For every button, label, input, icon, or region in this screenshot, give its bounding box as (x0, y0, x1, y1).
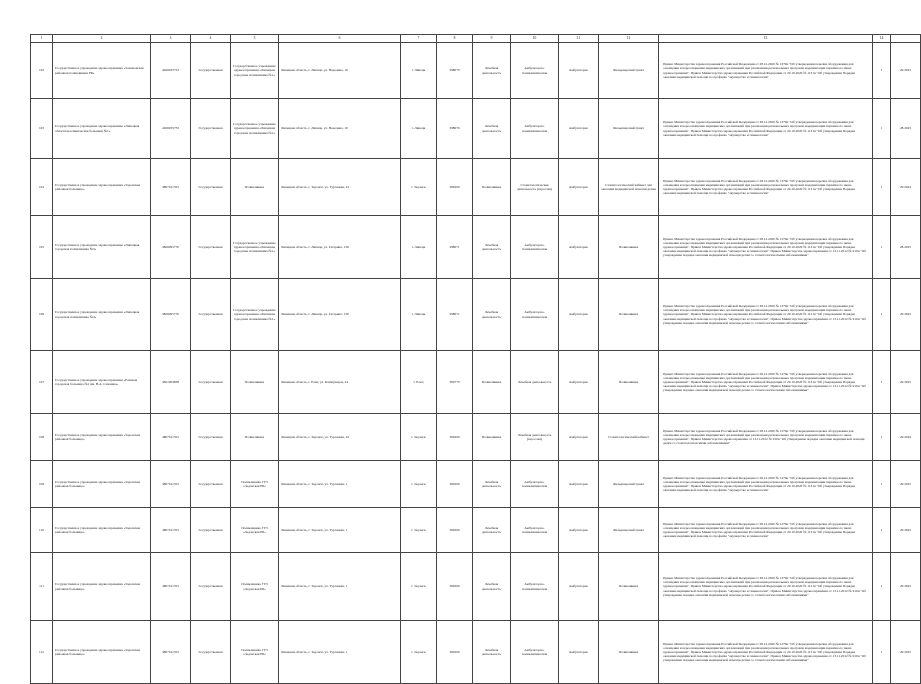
equipment-table (30, 34, 921, 684)
ownership-type-cell: Государственная (191, 216, 231, 279)
equipment-cell: Стоматологический кабинет для оказания медицинской помощи детям (599, 159, 659, 216)
inn-cell: 4807011555 (151, 553, 191, 621)
regulation-text-cell: Приказ Министерства здравоохранения Российской Федерации от 28.12.2020 № 1379н "Об утверждении перечня оборудования для оснащения и переоснащения медицинских организаций при реализации региональных программ модернизации первичного звена здравоохранения". Приказ Министерства здравоохранения Российской Федерации от 20.10.2020 № 1131н "Об утверждении Порядка оказания медицинской помощи по профилю "акушерство и гинекология". Приказ Министерства здравоохранения от 13.11.2012 № 910н "Об утверждении порядка оказания медицинской помощи детям со стоматологическими заболеваниями" (659, 351, 873, 414)
inn-cell: 4807011555 (151, 508, 191, 553)
organization-name-cell: Государственное учреждение здравоохранения «Задонская районная больница» (53, 553, 151, 621)
profile-cell: Поликлиника (473, 414, 511, 461)
subdivision-cell: Поликлиника ГУЗ «Задонская РБ» (231, 508, 279, 553)
equipment-cell: Фельдшерский пункт (599, 99, 659, 159)
table-row (31, 553, 921, 621)
equipment-cell: Поликлиника (599, 279, 659, 351)
ownership-type-cell: Государственная (191, 99, 231, 159)
profile-cell: Лечебная деятельность (473, 216, 511, 279)
quantity-cell: 1 (873, 99, 891, 159)
organization-name-cell: Государственное учреждение здравоохранения «Задонская районная больница» (53, 461, 151, 508)
row-number-cell: 110 (31, 508, 53, 553)
inn-cell: 4826095770 (151, 216, 191, 279)
date-cell: 29.2024 (891, 414, 921, 461)
quantity-cell: 1 (873, 216, 891, 279)
table-row (31, 159, 921, 216)
inn-cell: 4807011555 (151, 414, 191, 461)
equipment-cell: Поликлиника (599, 216, 659, 279)
profile-cell: Лечебная деятельность (473, 99, 511, 159)
address-cell: Липецкая область, г. Липецк, ул. Неделина, 10 (279, 99, 401, 159)
organization-name-cell: Государственное учреждение здравоохранения «Зонамовская районная поликлиника РБ» (53, 43, 151, 99)
table-row (31, 461, 921, 508)
care-mode-cell: Амбулаторно (559, 414, 599, 461)
care-mode-cell: Амбулаторно (559, 99, 599, 159)
quantity-cell: 1 (873, 351, 891, 414)
subdivision-cell: Государственное учреждение здравоохранения «Липецкая городская поликлиника №1» (231, 43, 279, 99)
care-mode-cell: Амбулаторно (559, 216, 599, 279)
table-row (31, 351, 921, 414)
postal-code-cell: 399200 (437, 414, 473, 461)
row-number-cell: 106 (31, 279, 53, 351)
organization-name-cell: Государственное учреждение здравоохранения «Задонская районная больница» (53, 414, 151, 461)
profile-cell: Лечебная деятельность (473, 508, 511, 553)
date-cell: 29.2025 (891, 279, 921, 351)
care-mode-cell: Амбулаторно (559, 43, 599, 99)
quantity-cell: 1 (873, 553, 891, 621)
organization-name-cell: Государственное учреждение здравоохранения «Задонская районная больница» (53, 508, 151, 553)
profile-cell: Лечебная деятельность (473, 43, 511, 99)
subdivision-cell: Поликлиника ГУЗ «Задонская РБ» (231, 621, 279, 684)
quantity-cell: 1 (873, 414, 891, 461)
ownership-type-cell: Государственная (191, 461, 231, 508)
profile-cell: Лечебная деятельность (473, 553, 511, 621)
equipment-cell: Фельдшерский пункт (599, 508, 659, 553)
column-number: 4 (191, 35, 231, 43)
date-cell: 29.2024 (891, 159, 921, 216)
row-number-cell: 108 (31, 414, 53, 461)
address-cell: Липецкая область, г. Задонск, ул. Тургенева, 22 (279, 414, 401, 461)
postal-code-cell: 399200 (437, 159, 473, 216)
care-mode-cell: Амбулаторно (559, 279, 599, 351)
subdivision-cell: Поликлиника (231, 351, 279, 414)
ownership-type-cell: Государственная (191, 159, 231, 216)
regulation-text-cell: Приказ Министерства здравоохранения Российской Федерации от 28.12.2020 № 1379н "Об утверждении перечня оборудования для оснащения и переоснащения медицинских организаций при реализации региональных программ модернизации первичного звена здравоохранения". Приказ Министерства здравоохранения Российской Федерации от 20.10.2020 № 1131н "Об утверждении Порядка оказания медицинской помощи по профилю "акушерство и гинекология" (659, 43, 873, 99)
equipment-cell: Поликлиника (599, 553, 659, 621)
ownership-type-cell: Государственная (191, 279, 231, 351)
ownership-type-cell: Государственная (191, 553, 231, 621)
service-type-cell: Лечебная деятельность (511, 351, 559, 414)
locality-cell: г. Задонск (401, 508, 437, 553)
subdivision-cell: Государственное учреждение здравоохранения «Липецкая городская поликлиника №1» (231, 279, 279, 351)
subdivision-cell: Государственное учреждение здравоохранения «Липецкая городская поликлиника №1» (231, 99, 279, 159)
equipment-cell: Фельдшерский пункт (599, 43, 659, 99)
quantity-cell: 1 (873, 159, 891, 216)
date-cell: 29.2023 (891, 43, 921, 99)
service-type-cell: Лечебная деятельность (взрослая) (511, 414, 559, 461)
care-mode-cell: Амбулаторно (559, 461, 599, 508)
regulation-text-cell: Приказ Министерства здравоохранения Российской Федерации от 28.12.2020 № 1379н "Об утверждении перечня оборудования для оснащения и переоснащения медицинских организаций при реализации региональных программ модернизации первичного звена здравоохранения". Приказ Министерства здравоохранения Российской Федерации от 20.10.2020 № 1131н "Об утверждении Порядка оказания медицинской помощи по профилю "акушерство и гинекология". Приказ Министерства здравоохранения от 13.11.2012 № 910н "Об утверждении порядка оказания медицинской помощи детям со стоматологическими заболеваниями" (659, 553, 873, 621)
address-cell: Липецкая область, г. Липецк, ул. Гагарина, 139 (279, 279, 401, 351)
organization-name-cell: Государственное учреждение здравоохранения «Задонская районная больница» (53, 621, 151, 684)
date-cell: 29.2025 (891, 461, 921, 508)
service-type-cell: Амбулаторно-поликлиническая (511, 508, 559, 553)
date-cell: 29.2025 (891, 508, 921, 553)
date-cell: 28.2025 (891, 216, 921, 279)
table-row (31, 414, 921, 461)
address-cell: Липецкая область, г. Задонск, ул. Тургенева, 1 (279, 621, 401, 684)
locality-cell: г. Липецк (401, 99, 437, 159)
row-number-cell: 103 (31, 99, 53, 159)
column-number (891, 35, 921, 43)
service-type-cell: Амбулаторно-поликлиническая (511, 621, 559, 684)
subdivision-cell: Поликлиника (231, 159, 279, 216)
service-type-cell: Амбулаторно-поликлиническая (511, 461, 559, 508)
postal-code-cell: 399200 (437, 553, 473, 621)
organization-name-cell: Государственное учреждение здравоохранения «Липецкая городская поликлиника №3» (53, 216, 151, 279)
column-number: 1 (31, 35, 53, 43)
locality-cell: г. Задонск (401, 414, 437, 461)
row-number-cell: 105 (31, 216, 53, 279)
column-number-row (31, 35, 921, 43)
regulation-text-cell: Приказ Министерства здравоохранения Российской Федерации от 28.12.2020 № 1379н "Об утверждении перечня оборудования для оснащения и переоснащения медицинских организаций при реализации региональных программ модернизации первичного звена здравоохранения". Приказ Министерства здравоохранения Российской Федерации от 20.10.2020 № 1131н "Об утверждении Порядка оказания медицинской помощи по профилю "акушерство и гинекология". Приказ Министерства здравоохранения от 13.11.2012 № 910н "Об утверждении порядка оказания медицинской помощи детям со стоматологическими заболеваниями" (659, 216, 873, 279)
postal-code-cell: 399770 (437, 351, 473, 414)
ownership-type-cell: Государственная (191, 414, 231, 461)
table-row (31, 621, 921, 684)
service-type-cell: Амбулаторно-поликлиническая (511, 43, 559, 99)
table-body (31, 43, 921, 684)
column-number: 9 (473, 35, 511, 43)
column-number: 12 (599, 35, 659, 43)
equipment-cell: Фельдшерский пункт (599, 461, 659, 508)
date-cell: 29.2025 (891, 621, 921, 684)
quantity-cell: 1 (873, 279, 891, 351)
column-number: 13 (659, 35, 873, 43)
care-mode-cell: Амбулаторно (559, 159, 599, 216)
service-type-cell: Амбулаторно-поликлиническая (511, 216, 559, 279)
locality-cell: г. Липецк (401, 216, 437, 279)
inn-cell: 4026035753 (151, 99, 191, 159)
service-type-cell: Амбулаторно-поликлиническая (511, 99, 559, 159)
organization-name-cell: Государственное учреждение здравоохранения «Липецкая городская поликлиника №4» (53, 279, 151, 351)
subdivision-cell: Поликлиника (231, 414, 279, 461)
profile-cell: Лечебная деятельность (473, 621, 511, 684)
equipment-cell: Поликлиника (599, 621, 659, 684)
inn-cell: 4826095770 (151, 279, 191, 351)
care-mode-cell: Амбулаторно (559, 351, 599, 414)
address-cell: Липецкая область, г. Липецк, ул. Гагарина, 139 (279, 216, 401, 279)
ownership-type-cell: Государственная (191, 351, 231, 414)
regulation-text-cell: Приказ Министерства здравоохранения Российской Федерации от 28.12.2020 № 1379н "Об утверждении перечня оборудования для оснащения и переоснащения медицинских организаций при реализации региональных программ модернизации первичного звена здравоохранения". Приказ Министерства здравоохранения Российской Федерации от 20.10.2020 № 1131н "Об утверждении Порядка оказания медицинской помощи по профилю "акушерство и гинекология". Приказ Министерства здравоохранения от 13.11.2012 № 910н "Об утверждении порядка оказания медицинской помощи детям со стоматологическими заболеваниями" (659, 621, 873, 684)
service-type-cell: Амбулаторно-поликлиническая (511, 279, 559, 351)
profile-cell: Поликлиника (473, 351, 511, 414)
quantity-cell: 1 (873, 461, 891, 508)
locality-cell: г. Елец (401, 351, 437, 414)
row-number-cell: 102 (31, 43, 53, 99)
subdivision-cell: Государственное учреждение здравоохранения «Липецкая городская поликлиника №1» (231, 216, 279, 279)
postal-code-cell: 399200 (437, 508, 473, 553)
postal-code-cell: 398071 (437, 279, 473, 351)
regulation-text-cell: Приказ Министерства здравоохранения Российской Федерации от 28.12.2020 № 1379н "Об утверждении перечня оборудования для оснащения и переоснащения медицинских организаций при реализации региональных программ модернизации первичного звена здравоохранения". Приказ Министерства здравоохранения Российской Федерации от 20.10.2020 № 1131н "Об утверждении Порядка оказания медицинской помощи по профилю "акушерство и гинекология" (659, 159, 873, 216)
column-number: 2 (53, 35, 151, 43)
locality-cell: г. Липецк (401, 43, 437, 99)
row-number-cell: 107 (31, 351, 53, 414)
service-type-cell: Стоматологическая деятельность (взрослая) (511, 159, 559, 216)
care-mode-cell: Амбулаторно (559, 621, 599, 684)
organization-name-cell: Государственное учреждение здравоохранения «Задонская районная больница» (53, 159, 151, 216)
inn-cell: 4026035753 (151, 43, 191, 99)
inn-cell: 4807011555 (151, 461, 191, 508)
care-mode-cell: Амбулаторно (559, 553, 599, 621)
document-sheet (30, 34, 912, 684)
equipment-cell: Стоматологический кабинет (599, 414, 659, 461)
postal-code-cell: 398071 (437, 216, 473, 279)
profile-cell: Поликлиника (473, 159, 511, 216)
ownership-type-cell: Государственная (191, 621, 231, 684)
date-cell: 29.2025 (891, 553, 921, 621)
column-number: 7 (401, 35, 437, 43)
subdivision-cell: Поликлиника ГУЗ «Задонская РБ» (231, 553, 279, 621)
postal-code-cell: 398070 (437, 99, 473, 159)
subdivision-cell: Поликлиника ГУЗ «Задонская РБ» (231, 461, 279, 508)
row-number-cell: 104 (31, 159, 53, 216)
row-number-cell: 109 (31, 461, 53, 508)
column-number: 5 (231, 35, 279, 43)
regulation-text-cell: Приказ Министерства здравоохранения Российской Федерации от 28.12.2020 № 1379н "Об утверждении перечня оборудования для оснащения и переоснащения медицинских организаций при реализации региональных программ модернизации первичного звена здравоохранения". Приказ Министерства здравоохранения Российской Федерации от 20.10.2020 № 1131н "Об утверждении Порядка оказания медицинской помощи по профилю "акушерство и гинекология" (659, 461, 873, 508)
locality-cell: г. Липецк (401, 279, 437, 351)
address-cell: Липецкая область, г. Задонск, ул. Тургенева, 1 (279, 553, 401, 621)
column-number: 6 (279, 35, 401, 43)
address-cell: Липецкая область, г. Елец, ул. Коммунаров, 24 (279, 351, 401, 414)
table-row (31, 99, 921, 159)
regulation-text-cell: Приказ Министерства здравоохранения Российской Федерации от 28.12.2020 № 1379н "Об утверждении перечня оборудования для оснащения и переоснащения медицинских организаций при реализации региональных программ модернизации первичного звена здравоохранения". Приказ Министерства здравоохранения от 13.11.2012 № 910н "Об утверждении порядка оказания медицинской помощи детям со стоматологическими заболеваниями" (659, 414, 873, 461)
inn-cell: 4821004838 (151, 351, 191, 414)
inn-cell: 4807011555 (151, 621, 191, 684)
column-number: 14 (873, 35, 891, 43)
date-cell: 28.2023 (891, 99, 921, 159)
column-number: 11 (559, 35, 599, 43)
table-row (31, 508, 921, 553)
quantity-cell: 1 (873, 621, 891, 684)
locality-cell: г. Задонск (401, 159, 437, 216)
organization-name-cell: Государственное учреждение здравоохранения «Липецкая областная клиническая больница №1» (53, 99, 151, 159)
regulation-text-cell: Приказ Министерства здравоохранения Российской Федерации от 28.12.2020 № 1379н "Об утверждении перечня оборудования для оснащения и переоснащения медицинских организаций при реализации региональных программ модернизации первичного звена здравоохранения". Приказ Министерства здравоохранения Российской Федерации от 20.10.2020 № 1131н "Об утверждении Порядка оказания медицинской помощи по профилю "акушерство и гинекология". Приказ Министерства здравоохранения от 13.11.2012 № 910н "Об утверждении порядка оказания медицинской помощи детям со стоматологическими заболеваниями" (659, 279, 873, 351)
profile-cell: Лечебная деятельность (473, 461, 511, 508)
ownership-type-cell: Государственная (191, 508, 231, 553)
row-number-cell: 112 (31, 621, 53, 684)
column-number: 8 (437, 35, 473, 43)
regulation-text-cell: Приказ Министерства здравоохранения Российской Федерации от 28.12.2020 № 1379н "Об утверждении перечня оборудования для оснащения и переоснащения медицинских организаций при реализации региональных программ модернизации первичного звена здравоохранения". Приказ Министерства здравоохранения Российской Федерации от 20.10.2020 № 1131н "Об утверждении Порядка оказания медицинской помощи по профилю "акушерство и гинекология" (659, 99, 873, 159)
equipment-cell: Поликлиника (599, 351, 659, 414)
address-cell: Липецкая область, г. Задонск, ул. Тургенева, 1 (279, 508, 401, 553)
postal-code-cell: 399200 (437, 461, 473, 508)
address-cell: Липецкая область, г. Задонск, ул. Тургенева, 1 (279, 461, 401, 508)
column-number: 3 (151, 35, 191, 43)
inn-cell: 4807011555 (151, 159, 191, 216)
table-row (31, 279, 921, 351)
address-cell: Липецкая область, г. Липецк, ул. Неделина, 10 (279, 43, 401, 99)
quantity-cell: 1 (873, 43, 891, 99)
address-cell: Липецкая область, г. Задонск, ул. Тургенева, 22 (279, 159, 401, 216)
organization-name-cell: Государственное учреждение здравоохранения «Елецкая городская больница №1 им. Н.А. Семашко» (53, 351, 151, 414)
ownership-type-cell: Государственная (191, 43, 231, 99)
quantity-cell: 1 (873, 508, 891, 553)
postal-code-cell: 398070 (437, 43, 473, 99)
care-mode-cell: Амбулаторно (559, 508, 599, 553)
table-row (31, 43, 921, 99)
date-cell: 29.2025 (891, 351, 921, 414)
locality-cell: г. Задонск (401, 461, 437, 508)
locality-cell: г. Задонск (401, 621, 437, 684)
postal-code-cell: 399200 (437, 621, 473, 684)
service-type-cell: Амбулаторно-поликлиническая (511, 553, 559, 621)
column-number: 10 (511, 35, 559, 43)
row-number-cell: 111 (31, 553, 53, 621)
table-row (31, 216, 921, 279)
profile-cell: Лечебная деятельность (473, 279, 511, 351)
locality-cell: г. Задонск (401, 553, 437, 621)
regulation-text-cell: Приказ Министерства здравоохранения Российской Федерации от 28.12.2020 № 1379н "Об утверждении перечня оборудования для оснащения и переоснащения медицинских организаций при реализации региональных программ модернизации первичного звена здравоохранения". Приказ Министерства здравоохранения Российской Федерации от 20.10.2020 № 1131н "Об утверждении Порядка оказания медицинской помощи по профилю "акушерство и гинекология" (659, 508, 873, 553)
